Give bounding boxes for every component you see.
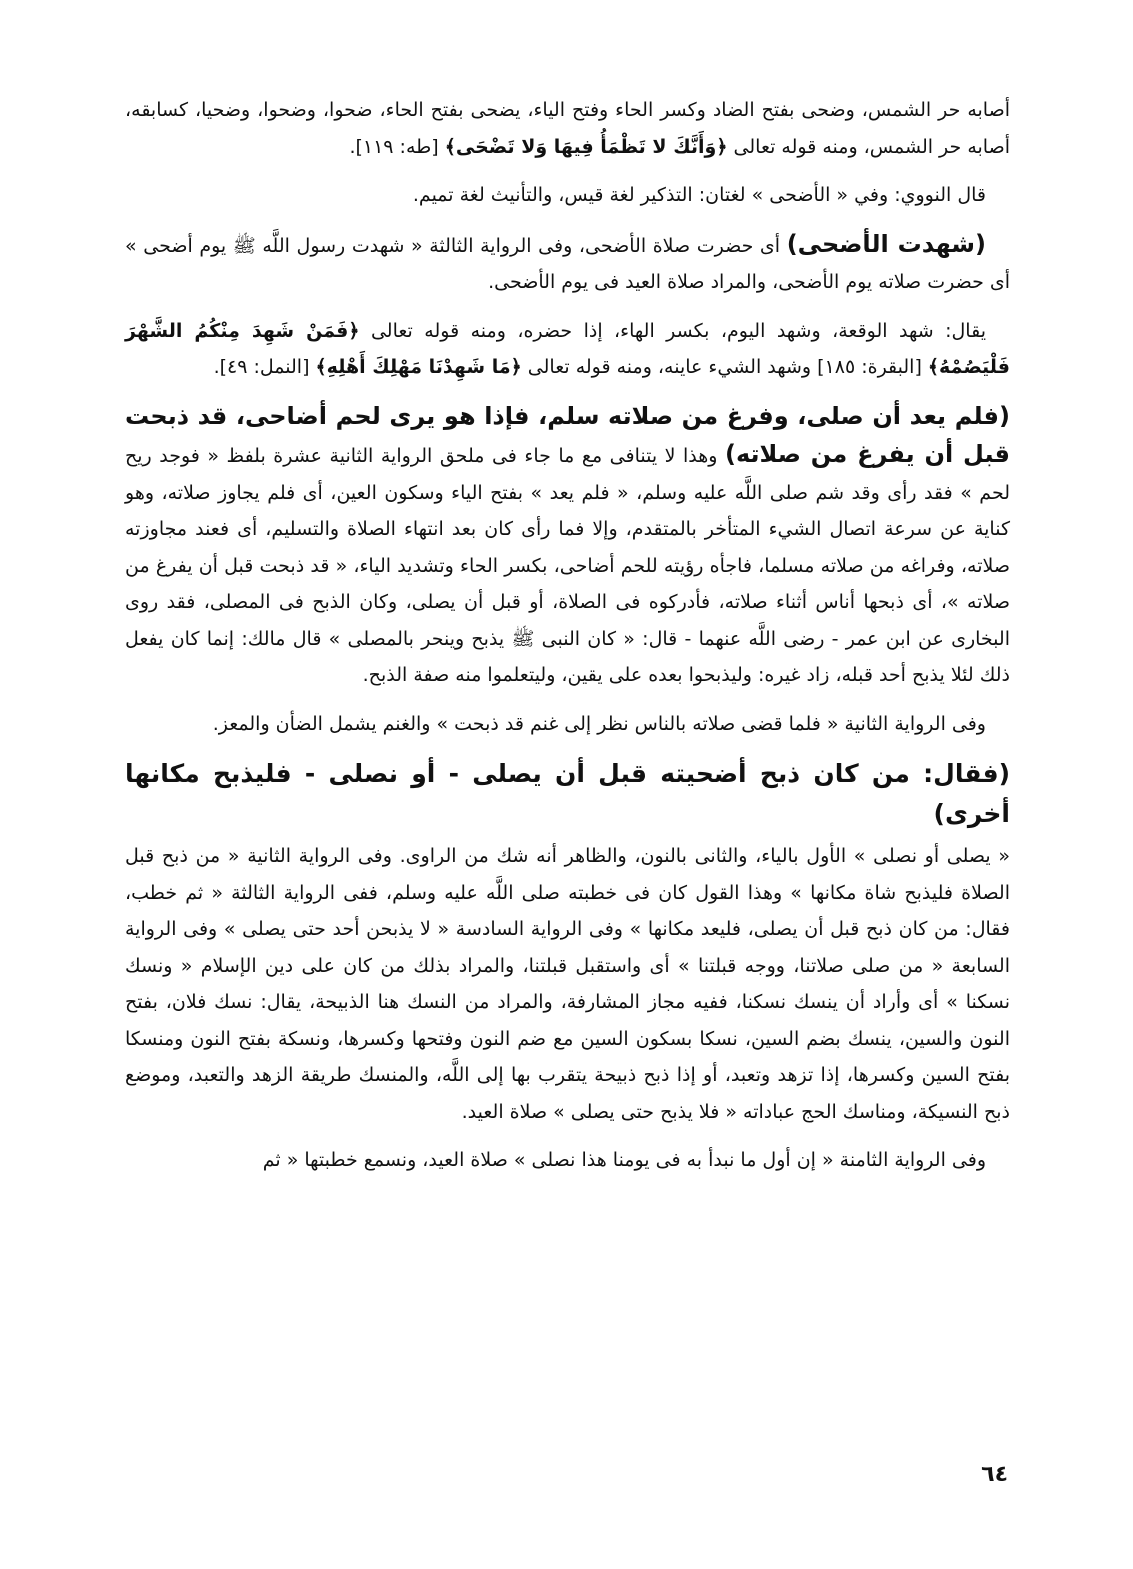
section-heading: (شهدت الأضحى) bbox=[786, 229, 986, 258]
paragraph-3 bbox=[125, 226, 1010, 301]
verse-reference: [النمل: ٤٩]. bbox=[213, 356, 316, 378]
paragraph-text: يقال: شهد الوقعة، وشهد اليوم، بكسر الهاء، إذا حضره، ومنه قوله تعالى bbox=[359, 319, 986, 342]
paragraph-8 bbox=[125, 838, 1010, 1130]
paragraph-text: أى حضرت صلاة الأضحى، وفى الرواية الثالثة « شهدت رسول اللَّه ﷺ يوم أضحى » أى حضرت صلاته يوم الأضحى، والمراد صلاة العيد فى يوم الأضحى. bbox=[125, 234, 1010, 293]
quran-verse: ﴿مَا شَهِدْنَا مَهْلِكَ أَهْلِهِ﴾ bbox=[315, 356, 522, 378]
verse-reference: [طه: ١١٩]. bbox=[349, 135, 445, 158]
paragraph-text: « يصلى أو نصلى » الأول بالياء، والثانى بالنون، والظاهر أنه شك من الراوى. وفى الرواية الثانية « من ذبح قبل الصلاة فليذبح شاة مكانها » وهذا القول كان فى خطبته صلى اللَّه عليه وسلم، ففى الرواية الثالثة « ثم خطب، فقال: من كان ذبح قبل أن يصلى، فليعد مكانها » وفى الرواية السادسة « لا يذبحن أحد حتى يصلى » وفى الرواية السابعة « من صلى صلاتنا، ووجه قبلتنا » أى واستقبل قبلتنا، والمراد بذلك من كان على دين الإسلام « ونسك نسكنا » أى وأراد أن ينسك نسكنا، ففيه مجاز المشارفة، والمراد من النسك هنا الذبيحة، يقال: نسك فلان، بفتح النون والسين، ينسك بضم السين، نسكا بسكون السين مع ضم النون وفتحها وكسرها، ونسكة بفتح النون ومنسكا بفتح السين وكسرها، إذا تزهد وتعبد، أو إذا ذبح ذبيحة يتقرب بها إلى اللَّه، والمنسك طريقة الزهد والتعبد، وموضع ذبح النسيكة، ومناسك الحج عباداته « فلا يذبح حتى يصلى » صلاة العيد. bbox=[125, 845, 1010, 1123]
paragraph-4 bbox=[125, 313, 1010, 386]
document-page bbox=[125, 92, 1010, 1191]
paragraph-7 bbox=[125, 754, 1010, 834]
paragraph-9 bbox=[125, 1142, 1010, 1179]
paragraph-5 bbox=[125, 398, 1010, 694]
paragraph-6 bbox=[125, 706, 1010, 743]
paragraph-1 bbox=[125, 92, 1010, 165]
paragraph-text: [البقرة: ١٨٥] وشهد الشيء عاينه، ومنه قوله تعالى bbox=[521, 356, 928, 378]
paragraph-2 bbox=[125, 177, 1010, 214]
section-heading: (فلم يعد أن صلى، وفرغ من صلاته سلم، فإذا هو يرى لحم أضاحى، قد ذبحت قبل أن يفرغ من صلاته) bbox=[125, 401, 1010, 468]
paragraph-text: وهذا لا يتنافى مع ما جاء فى ملحق الرواية الثانية عشرة بلفظ « فوجد ريح لحم » فقد رأى وقد شم صلى اللَّه عليه وسلم، « فلم يعد » بفتح الياء وسكون العين، أى فلم يجاوز صلاته، وهو كناية عن سرعة اتصال الشيء المتأخر بالمتقدم، وإلا فما رأى كان بعد انتهاء الصلاة والتسليم، أى فعند مجاوزته صلاته، وفراغه من صلاته مسلما، فاجأه رؤيته للحم أضاحى، بكسر الحاء وتشديد الياء، « قد ذبحت قبل أن يفرغ من صلاته »، أى ذبحها أناس أثناء صلاته، فأدركوه فى الصلاة، أو قبل أن يصلى، وكان الذبح فى المصلى، فقد روى البخارى عن ابن عمر - رضى اللَّه عنهما - قال: « كان النبى ﷺ يذبح وينحر بالمصلى » قال مالك: إنما كان يفعل ذلك لئلا يذبح أحد قبله، زاد غيره: وليذبحوا بعده على يقين، وليتعلموا منه صفة الذبح. bbox=[125, 445, 1010, 686]
quran-verse: ﴿وَأَنَّكَ لا تَظْمَأُ فِيهَا وَلا تَضْحَى﴾ bbox=[444, 135, 728, 158]
page-number: ٦٤ bbox=[981, 1462, 1008, 1487]
quran-verse: ﴿فَمَنْ شَهِدَ مِنْكُمُ الشَّهْرَ فَلْيَصُمْهُ﴾ bbox=[125, 319, 1010, 378]
paragraph-text: وفى الرواية الثامنة « إن أول ما نبدأ به فى يومنا هذا نصلى » صلاة العيد، ونسمع خطبتها « ثم bbox=[262, 1149, 986, 1171]
paragraph-text: أصابه حر الشمس، وضحى بفتح الضاد وكسر الحاء وفتح الياء، يضحى بفتح الحاء، ضحوا، وضحوا، وضحيا، كسابقه، أصابه حر الشمس، ومنه قوله تعالى bbox=[125, 99, 1010, 158]
paragraph-text: وفى الرواية الثانية « فلما قضى صلاته بالناس نظر إلى غنم قد ذبحت » والغنم يشمل الضأن والمعز. bbox=[212, 712, 986, 735]
paragraph-text: قال النووي: وفي « الأضحى » لغتان: التذكير لغة قيس، والتأنيث لغة تميم. bbox=[412, 184, 986, 206]
section-heading: (فقال: من كان ذبح أضحيته قبل أن يصلى - أو نصلى - فليذبح مكانها أخرى) bbox=[125, 759, 1010, 828]
